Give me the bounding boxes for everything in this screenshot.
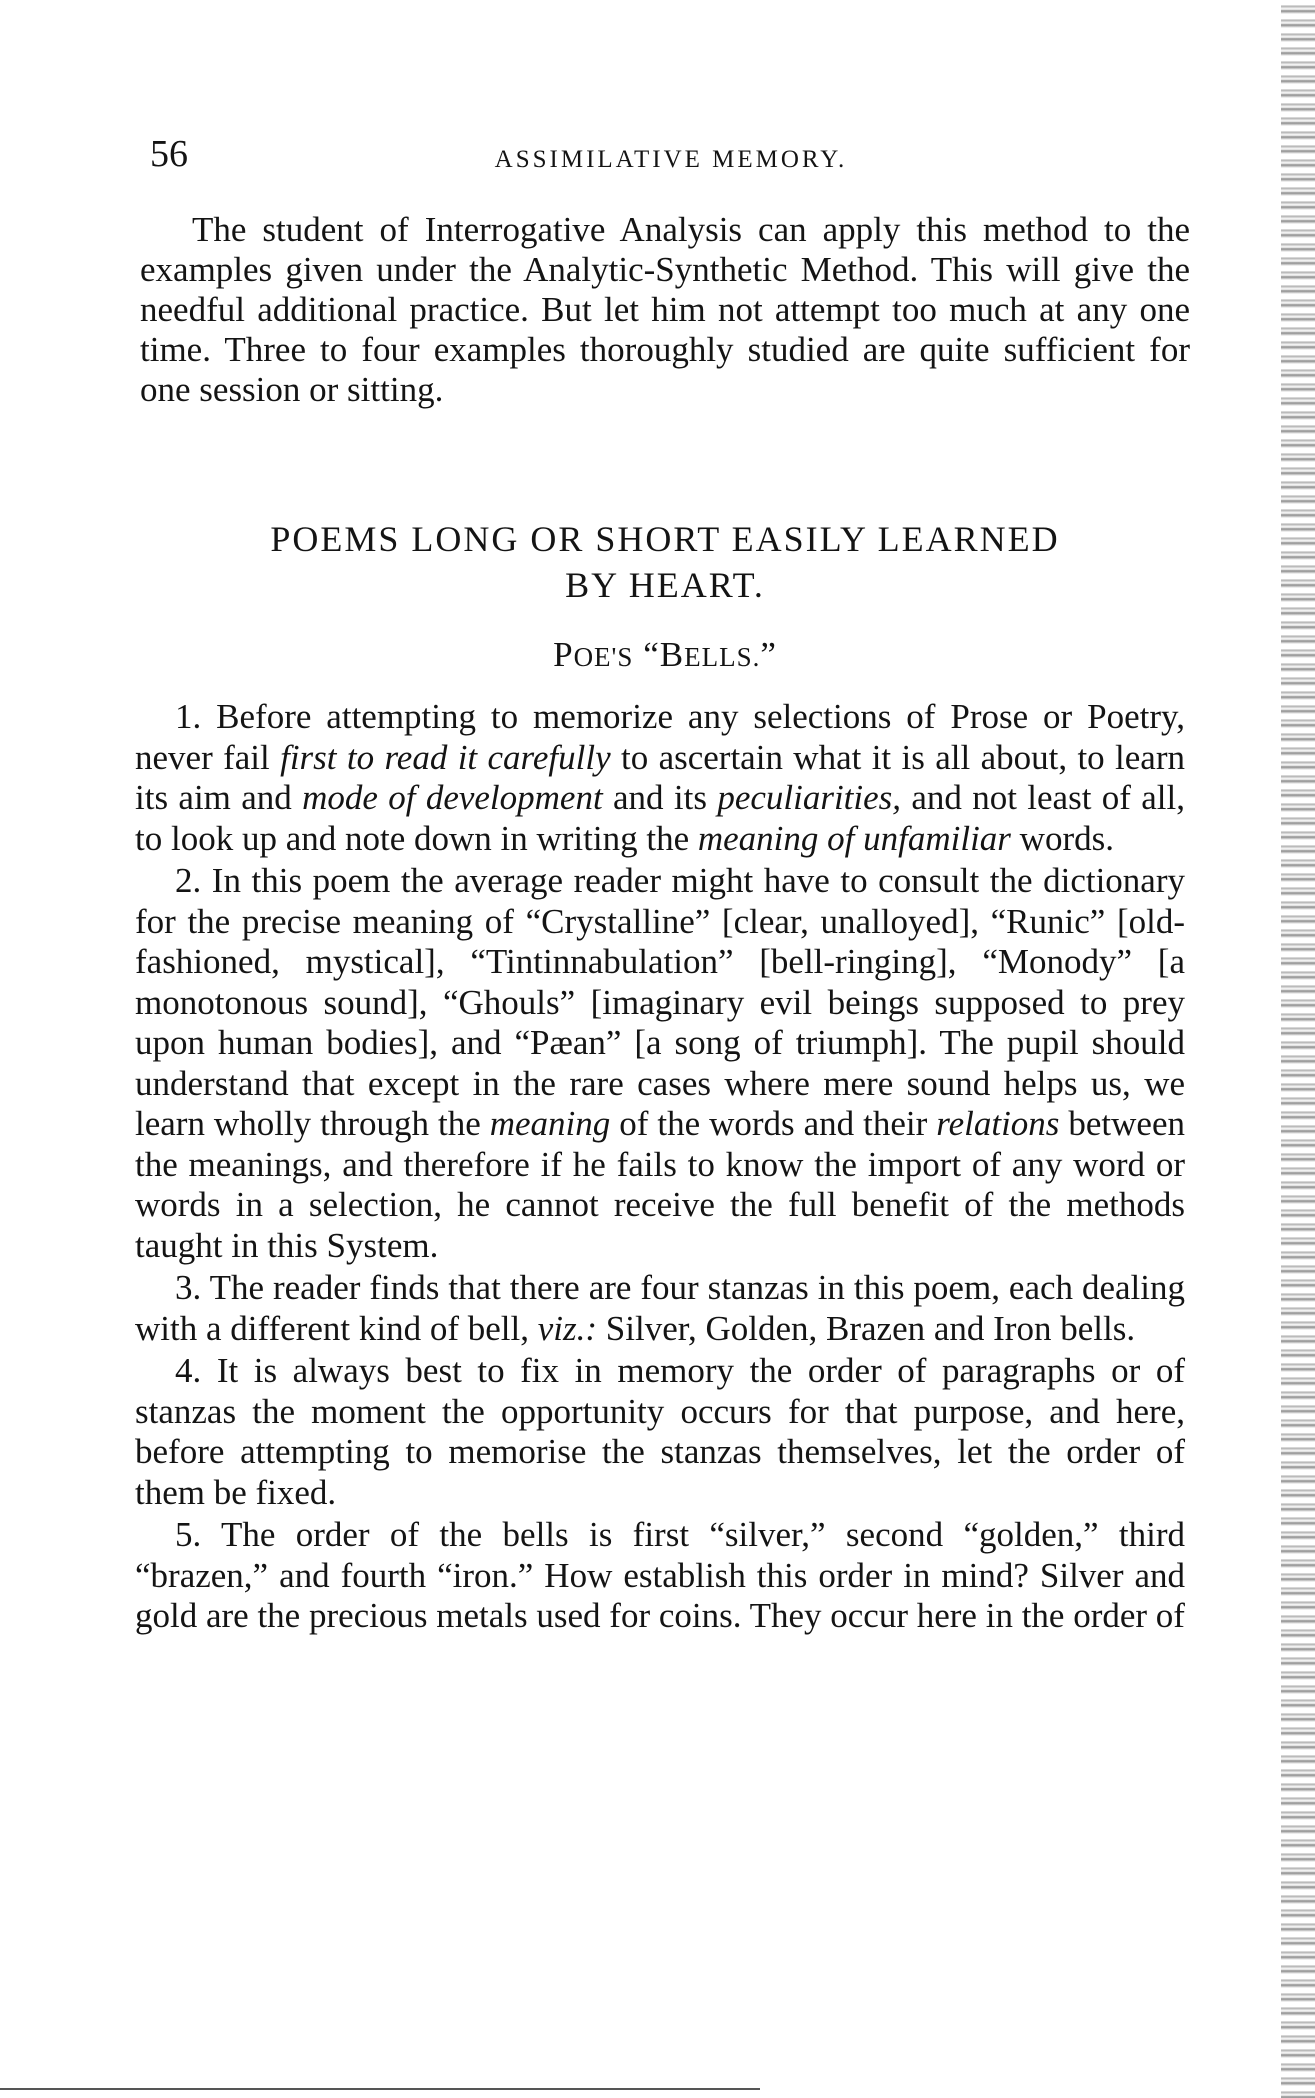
p1-italic-3: peculiarities, xyxy=(717,778,902,817)
paragraph-1 xyxy=(135,697,1185,859)
p3-text-a: 3. The reader finds that there are four stanzas in this poem, each dealing with a different kind of bell, xyxy=(135,1268,1185,1348)
subtitle-quote-close: ” xyxy=(760,635,777,674)
page-header xyxy=(150,132,1192,180)
subtitle-p: P xyxy=(553,635,574,674)
p2-text-b: of the words and their xyxy=(610,1104,937,1143)
section-title-line-1: POEMS LONG OR SHORT EASILY LEARNED xyxy=(270,519,1060,559)
running-head: ASSIMILATIVE MEMORY. xyxy=(494,146,848,173)
paragraph-3 xyxy=(135,1268,1185,1349)
paragraph-2 xyxy=(135,861,1185,1266)
numbered-paragraphs xyxy=(135,697,1185,1639)
page-number: 56 xyxy=(150,133,188,175)
p3-text-b: Silver, Golden, Brazen and Iron bells. xyxy=(597,1308,1136,1348)
paragraph-5: 5. The order of the bells is first “silver,” second “golden,” third “brazen,” and fourth “iron.” How establish this order in mind? Silver and gold are the precious metals used for coins. They occur here in the order of xyxy=(135,1515,1185,1635)
p1-text-c: and its xyxy=(602,778,718,817)
p2-italic-1: meaning xyxy=(489,1104,611,1143)
section-subtitle xyxy=(140,635,1190,675)
bottom-edge-line xyxy=(0,2088,760,2090)
paragraph-4: 4. It is always best to fix in memory the order of paragraphs or of stanzas the moment the opportunity occurs for that purpose, and here, before attempting to memorise the stanzas themselves, let the order of them be fixed. xyxy=(135,1351,1185,1512)
page-edge-shadow xyxy=(1281,0,1315,2098)
subtitle-ells: ELLS. xyxy=(684,642,761,672)
p1-text-b: to ascertain what it is all about, to learn its aim and xyxy=(135,737,1185,817)
p2-italic-2: relations xyxy=(936,1104,1060,1143)
p1-italic-4: meaning of unfamiliar xyxy=(697,818,1011,858)
intro-paragraph: The student of Interrogative Analysis can apply this method to the examples given under the Analytic-Synthetic Method. This will give the needful additional practice. But let him not attempt too much at any one time. Three to four examples thoroughly studied are quite sufficient for one session or sitting. xyxy=(140,210,1190,409)
p3-italic-1: viz.: xyxy=(537,1308,598,1348)
p2-text-c: between the meanings, and therefore if he fails to know the import of any word or words in a selection, he cannot receive the full benefit of the methods taught in this System. xyxy=(135,1104,1186,1265)
subtitle-quote-open: “ xyxy=(633,635,660,674)
p1-italic-1: first to read it carefully xyxy=(280,737,611,777)
p1-text-a: 1. Before attempting to memorize any selections of Prose or Poetry, never fail xyxy=(135,697,1185,777)
p1-text-d: and not least of all, to look up and note down in writing the xyxy=(135,778,1185,858)
subtitle-oe: OE'S xyxy=(573,642,634,672)
section-title xyxy=(140,516,1190,608)
p1-italic-2: mode of development xyxy=(302,778,603,817)
p2-text-a: 2. In this poem the average reader might have to consult the dictionary for the precise meaning of “Crystalline” [clear, unalloyed], “Runic” [old-fashioned, mystical], “Tintinnabulation” [bell-ringing], “Monody” [a monotonous sound], “Ghouls” [imaginary evil beings supposed to prey upon human bodies], and “Pæan” [a song of triumph]. The pupil should understand that except in the rare cases where mere sound helps us, we learn wholly through the xyxy=(135,861,1185,1143)
subtitle-b: B xyxy=(659,635,685,674)
section-title-line-2: BY HEART. xyxy=(565,565,765,605)
p1-text-e: words. xyxy=(1010,818,1114,858)
